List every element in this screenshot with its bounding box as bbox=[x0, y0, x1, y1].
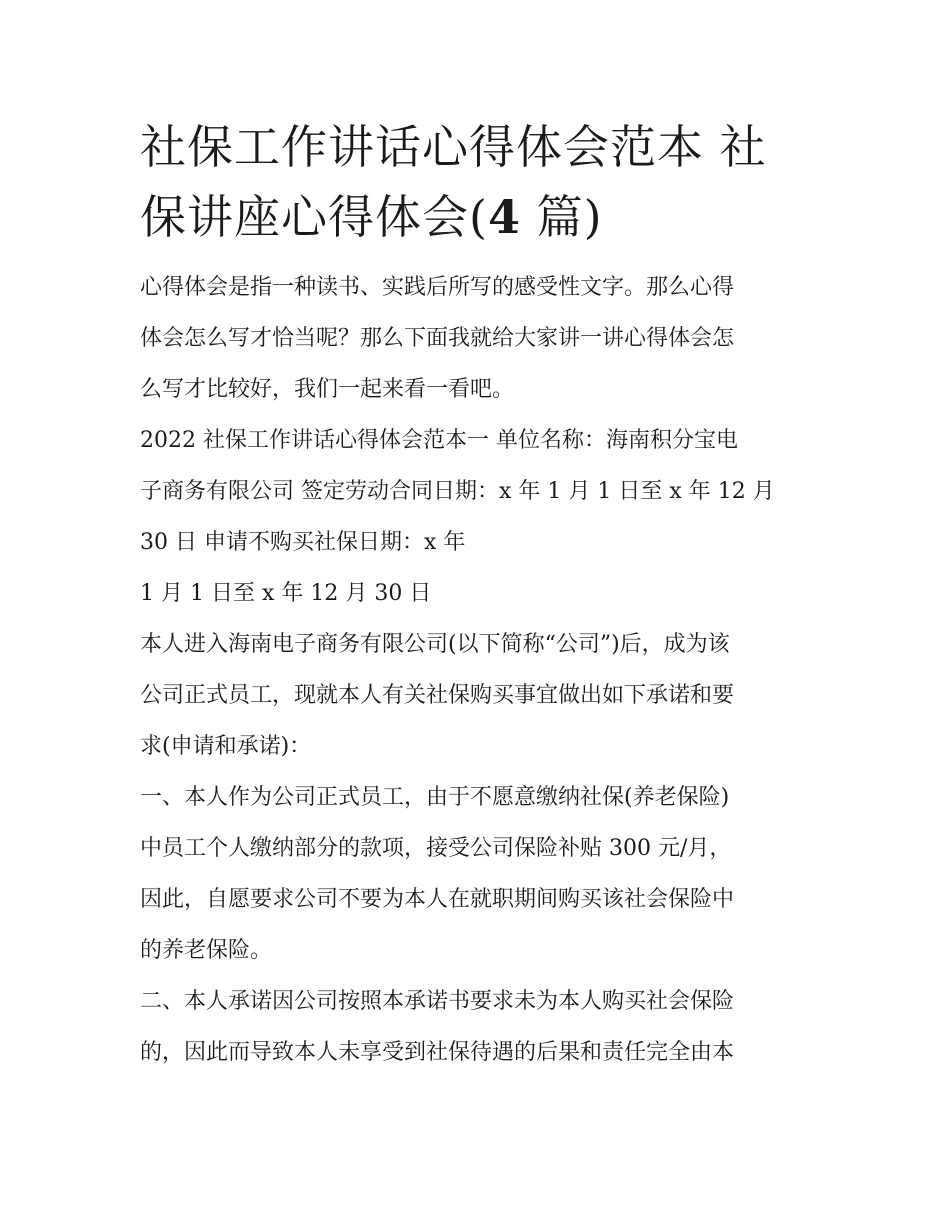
paragraph-line: 子商务有限公司 签定劳动合同日期：x 年 1 月 1 日至 x 年 12 月 bbox=[140, 479, 775, 504]
paragraph-date-range bbox=[140, 568, 812, 619]
title-line-1: 社保工作讲话心得体会范本 社 bbox=[140, 120, 767, 174]
title-line-2 bbox=[140, 182, 812, 252]
title-line-2-prefix: 保讲座心得体会( bbox=[140, 190, 488, 244]
paragraph-line: 中员工个人缴纳部分的款项，接受公司保险补贴 300 元/月， bbox=[140, 836, 732, 861]
paragraph-line: 么写才比较好，我们一起来看一看吧。 bbox=[140, 377, 515, 402]
paragraph-item-2 bbox=[140, 976, 812, 1078]
paragraph-line: 1 月 1 日至 x 年 12 月 30 日 bbox=[140, 581, 432, 606]
paragraph-line: 公司正式员工，现就本人有关社保购买事宜做出如下承诺和要 bbox=[140, 683, 735, 708]
title-line-2-suffix: 篇) bbox=[520, 190, 603, 244]
paragraph-line: 的养老保险。 bbox=[140, 938, 273, 963]
paragraph-line: 30 日 申请不购买社保日期：x 年 bbox=[140, 530, 466, 555]
paragraph-item-1 bbox=[140, 772, 812, 976]
paragraph-line: 二、本人承诺因公司按照本承诺书要求未为本人购买社会保险 bbox=[140, 989, 735, 1014]
document-page bbox=[140, 112, 812, 1078]
paragraph-line: 求(申请和承诺)： bbox=[140, 734, 312, 759]
paragraph-statement bbox=[140, 619, 812, 772]
document-body bbox=[140, 262, 812, 1078]
paragraph-line: 心得体会是指一种读书、实践后所写的感受性文字。那么心得 bbox=[140, 275, 735, 300]
title-count: 4 bbox=[487, 190, 521, 244]
paragraph-line: 2022 社保工作讲话心得体会范本一 单位名称：海南积分宝电 bbox=[140, 428, 738, 453]
paragraph-line: 因此，自愿要求公司不要为本人在就职期间购买该社会保险中 bbox=[140, 887, 735, 912]
paragraph-line: 一、本人作为公司正式员工，由于不愿意缴纳社保(养老保险) bbox=[140, 785, 730, 810]
document-title bbox=[140, 112, 812, 252]
paragraph-line: 的，因此而导致本人未享受到社保待遇的后果和责任完全由本 bbox=[140, 1040, 735, 1065]
paragraph-line: 体会怎么写才恰当呢？那么下面我就给大家讲一讲心得体会怎 bbox=[140, 326, 735, 351]
paragraph-intro bbox=[140, 262, 812, 415]
paragraph-company-info bbox=[140, 415, 812, 568]
paragraph-line: 本人进入海南电子商务有限公司(以下简称“公司”)后，成为该 bbox=[140, 632, 730, 657]
